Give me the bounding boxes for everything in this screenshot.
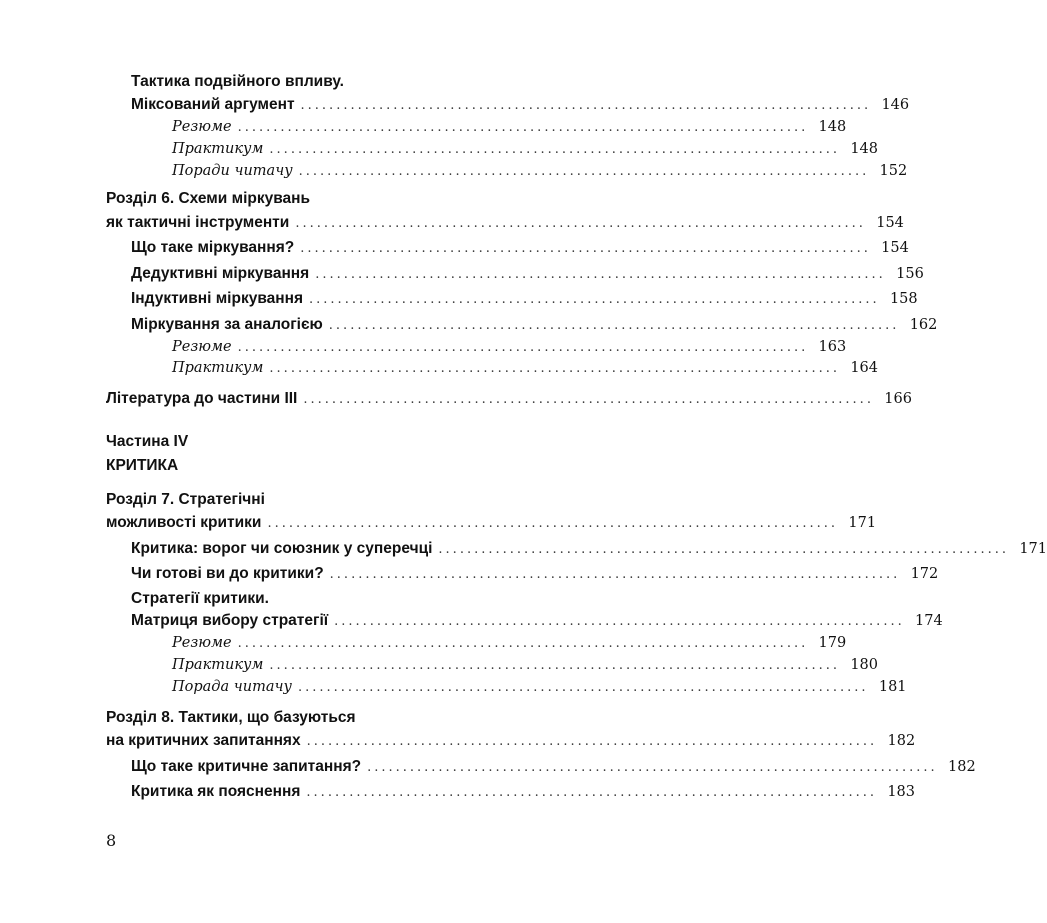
toc-page-number: 180: [850, 657, 879, 673]
toc-entry-label: Критика: ворог чи союзник у суперечці: [131, 540, 433, 557]
toc-leader: ................................................................................: [237, 636, 809, 651]
toc-chapter-entry[interactable]: [106, 730, 916, 752]
toc-leader: ................................................................................: [297, 680, 869, 695]
toc-entry-label: Практикум: [172, 360, 264, 376]
toc-entry[interactable]: [172, 357, 879, 379]
toc-leader: ................................................................................: [315, 267, 886, 282]
toc-page-number: 148: [818, 119, 847, 135]
toc-entry[interactable]: [172, 336, 847, 358]
toc-entry[interactable]: [131, 314, 938, 336]
toc-entry[interactable]: [131, 781, 916, 803]
toc-page-number: 182: [887, 733, 916, 749]
toc-chapter-title: Розділ 8. Тактики, що базуються: [106, 709, 356, 726]
toc-entry-label: Що таке міркування?: [131, 239, 295, 256]
toc-page-number: 156: [896, 266, 924, 282]
toc-part-subtitle: КРИТИКА: [106, 457, 179, 474]
toc-entry-label: Дедуктивні міркування: [131, 265, 310, 282]
toc-leader: ................................................................................: [329, 567, 901, 582]
toc-entry[interactable]: [172, 160, 908, 182]
toc-section-title: Тактика подвійного впливу.: [131, 73, 344, 90]
toc-leader: ................................................................................: [328, 318, 900, 333]
toc-chapter-title: Розділ 7. Стратегічні: [106, 491, 265, 508]
page-number: 8: [106, 831, 117, 850]
toc-entry-label: Практикум: [172, 141, 264, 157]
toc-entry[interactable]: [131, 538, 1047, 560]
toc-entry-label: Що таке критичне запитання?: [131, 758, 362, 775]
toc-page-number: 162: [909, 317, 938, 333]
toc-page-number: 152: [879, 163, 908, 179]
toc-leader: ................................................................................: [295, 216, 866, 231]
toc-page-number: 158: [889, 291, 918, 307]
toc-leader: ................................................................................: [269, 658, 841, 673]
toc-page-number: 181: [878, 679, 907, 695]
toc-leader: ................................................................................: [269, 142, 841, 157]
toc-page-number: 183: [887, 784, 916, 800]
toc-entry-label: Критика як пояснення: [131, 783, 301, 800]
toc-page-number: 164: [850, 360, 879, 376]
toc-page-number: 174: [915, 613, 943, 629]
toc-entry[interactable]: [131, 237, 909, 259]
toc-chapter-entry[interactable]: [106, 512, 877, 534]
toc-entry-label: Індуктивні міркування: [131, 290, 304, 307]
toc-page-number: 154: [881, 240, 909, 256]
toc-entry[interactable]: [172, 116, 847, 138]
toc-entry[interactable]: [131, 263, 924, 285]
toc-leader: ................................................................................: [267, 516, 839, 531]
toc-entry-label: Резюме: [172, 635, 232, 651]
toc-entry[interactable]: [131, 756, 976, 778]
toc-entry-label: Міксований аргумент: [131, 96, 295, 113]
toc-page-number: 171: [848, 515, 877, 531]
toc-entry-label: Резюме: [172, 339, 232, 355]
toc-entry-label: Резюме: [172, 119, 232, 135]
toc-page-number: 166: [884, 391, 912, 407]
toc-leader: ................................................................................: [269, 361, 841, 376]
toc-leader: ................................................................................: [300, 98, 872, 113]
toc-page-number: 146: [881, 97, 910, 113]
toc-page-number: 171: [1019, 541, 1047, 557]
toc-page-number: 179: [818, 635, 847, 651]
toc-chapter-title: Розділ 6. Схеми міркувань: [106, 190, 311, 207]
toc-entry[interactable]: [131, 563, 939, 585]
toc-section-title: Стратегії критики.: [131, 590, 269, 607]
toc-leader: ................................................................................: [237, 120, 809, 135]
toc-leader: ................................................................................: [306, 734, 878, 749]
toc-leader: ................................................................................: [237, 340, 809, 355]
toc-entry[interactable]: [172, 676, 907, 698]
toc-entry-label: Порада читачу: [172, 679, 292, 695]
toc-entry-label: Матриця вибору стратегії: [131, 612, 329, 629]
toc-part-title: Частина IV: [106, 433, 189, 450]
toc-entry-label: Практикум: [172, 657, 264, 673]
toc-leader: ................................................................................: [298, 164, 870, 179]
toc-leader: ................................................................................: [303, 392, 874, 407]
toc-entry[interactable]: [131, 94, 910, 116]
toc-leader: ................................................................................: [367, 760, 938, 775]
toc-page-number: 154: [876, 215, 904, 231]
toc-entry-label: на критичних запитаннях: [106, 732, 301, 749]
toc-page-number: 148: [850, 141, 879, 157]
toc-entry[interactable]: [172, 632, 847, 654]
toc-leader: ................................................................................: [438, 542, 1010, 557]
toc-entry-label: Чи готові ви до критики?: [131, 565, 324, 582]
toc-entry-label: Поради читачу: [172, 163, 293, 179]
toc-leader: ................................................................................: [309, 292, 880, 307]
toc-entry[interactable]: [172, 138, 879, 160]
toc-page-number: 163: [818, 339, 847, 355]
toc-leader: ................................................................................: [334, 614, 905, 629]
toc-chapter-entry[interactable]: [106, 388, 912, 410]
toc-chapter-entry[interactable]: [106, 212, 904, 234]
toc-entry-label: можливості критики: [106, 514, 262, 531]
toc-entry[interactable]: [131, 610, 943, 632]
toc-entry[interactable]: [172, 654, 879, 676]
toc-entry[interactable]: [131, 288, 918, 310]
toc-entry-label: Міркування за аналогією: [131, 316, 323, 333]
toc-entry-label: як тактичні інструменти: [106, 214, 290, 231]
toc-page-number: 182: [948, 759, 976, 775]
toc-entry-label: Література до частини ІІІ: [106, 390, 298, 407]
toc-leader: ................................................................................: [300, 241, 871, 256]
toc-page-number: 172: [910, 566, 939, 582]
toc-leader: ................................................................................: [306, 785, 878, 800]
